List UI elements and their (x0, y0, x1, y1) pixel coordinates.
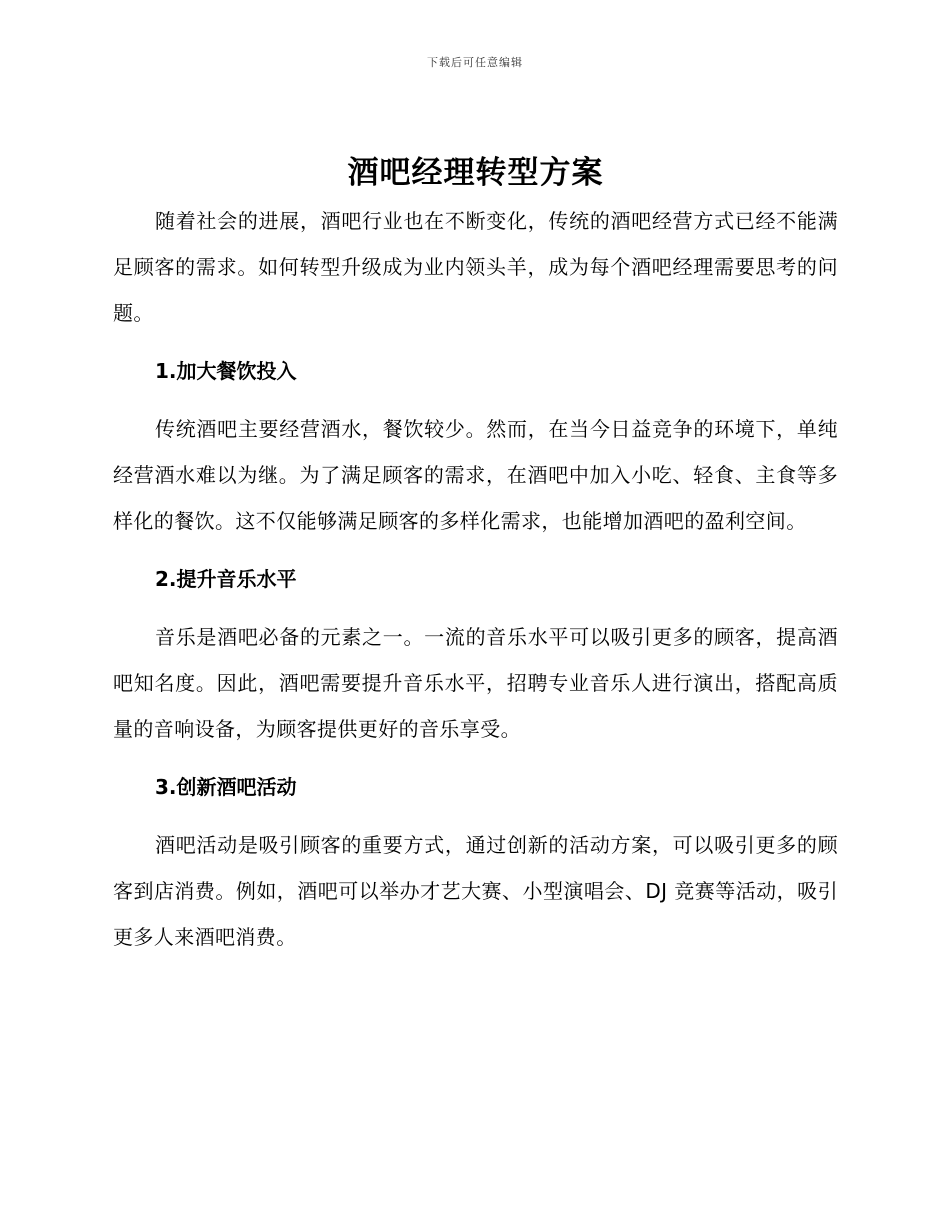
section-body-1: 传统酒吧主要经营酒水，餐饮较少。然而，在当今日益竞争的环境下，单纯经营酒水难以为继。为了满足顾客的需求，在酒吧中加入小吃、轻食、主食等多样化的餐饮。这不仅能够满足顾客的多样化需求，也能增加酒吧的盈利空间。 (113, 417, 838, 533)
section-body-3: 酒吧活动是吸引顾客的重要方式，通过创新的活动方案，可以吸引更多的顾客到店消费。例如，酒吧可以举办才艺大赛、小型演唱会、DJ 竞赛等活动，吸引更多人来酒吧消费。 (113, 833, 838, 949)
section-heading-2: 2.提升音乐水平 (155, 567, 297, 591)
intro-paragraph: 随着社会的进展，酒吧行业也在不断变化，传统的酒吧经营方式已经不能满足顾客的需求。如何转型升级成为业内领头羊，成为每个酒吧经理需要思考的问题。 (113, 209, 838, 325)
section-heading-3: 3.创新酒吧活动 (155, 775, 297, 799)
header-note: 下载后可任意编辑 (427, 56, 523, 69)
document-title: 酒吧经理转型方案 (347, 155, 604, 191)
document-content (113, 148, 838, 960)
section-heading-1: 1.加大餐饮投入 (155, 359, 297, 383)
section-body-2: 音乐是酒吧必备的元素之一。一流的音乐水平可以吸引更多的顾客，提高酒吧知名度。因此，酒吧需要提升音乐水平，招聘专业音乐人进行演出，搭配高质量的音响设备，为顾客提供更好的音乐享受。 (113, 625, 838, 741)
